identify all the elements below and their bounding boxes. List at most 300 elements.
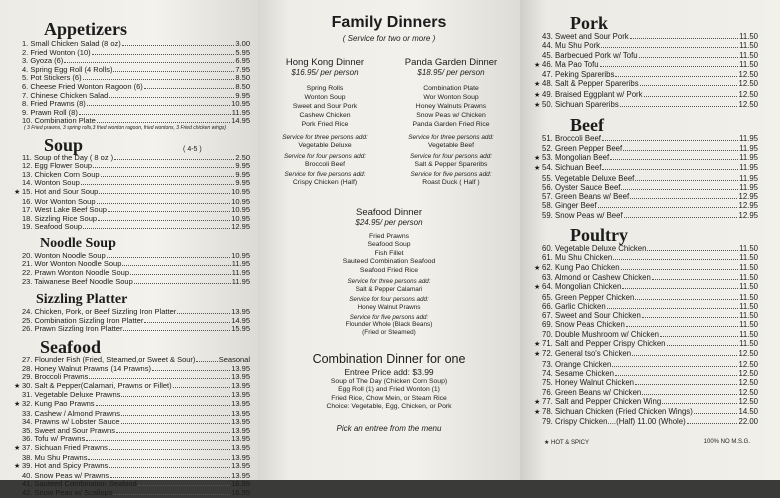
menu-item-name: 57. Green Beans w/ Beef [542, 192, 630, 202]
dot-leader [109, 467, 230, 468]
dot-leader [607, 308, 738, 309]
pg-add-five-item: Roast Duck ( Half ) [422, 179, 480, 186]
menu-item-price: 11.50 [739, 282, 758, 292]
dot-leader [694, 413, 738, 414]
dinner-item: Cashew Chicken [299, 112, 351, 119]
menu-item-name: 27. Flounder Fish (Fried, Steamed,or Sweet & Sour) [22, 355, 196, 365]
menu-item-price: 12.50 [738, 100, 758, 110]
sd-add-five-label: Service for five persons add: [349, 313, 429, 321]
dot-leader [107, 257, 231, 258]
appetizers-heading: Appetizers [44, 19, 127, 39]
sizzling-platter-heading: Sizzling Platter [36, 292, 128, 308]
menu-item-price: 12.50 [738, 359, 758, 369]
menu-item-price: 10.95 [231, 205, 250, 215]
hot-spicy-icon: ★ [14, 382, 21, 390]
menu-item-price: 3.00 [235, 39, 250, 48]
combination-dinner-price: Entree Price add: $3.99 [344, 367, 434, 377]
menu-item [534, 41, 758, 50]
menu-item-price: 11.95 [739, 152, 758, 162]
menu-item [534, 339, 758, 349]
menu-item-price: 12.50 [738, 70, 758, 80]
dot-leader [624, 217, 738, 218]
dot-leader [642, 317, 738, 318]
menu-item-name: 24. Chicken, Pork, or Beef Sizzling Iron Platter [22, 307, 177, 317]
pg-add-four-item: Salt & Pepper Spareribs [414, 160, 488, 168]
menu-item-price: 13.95 [231, 372, 250, 382]
menu-item-name: 48. Salt & Pepper Spareribs [542, 79, 639, 89]
menu-item [534, 369, 758, 378]
menu-item [534, 174, 758, 183]
dot-leader [640, 85, 738, 86]
menu-item-price: 6.95 [235, 56, 250, 66]
menu-item-price: 14.95 [231, 116, 250, 126]
dot-leader [602, 169, 738, 170]
dot-leader [88, 459, 230, 460]
dot-leader [113, 71, 234, 72]
menu-item-price: 13.95 [231, 408, 250, 418]
menu-item-price: 13.95 [231, 425, 250, 435]
dot-leader [621, 269, 738, 270]
menu-item-name: 20. Wonton Noodle Soup [22, 250, 106, 260]
dot-leader [600, 66, 738, 67]
menu-item-name: 16. Wor Wonton Soup [22, 196, 96, 206]
menu-item-name: 19. Seafood Soup [22, 222, 83, 232]
menu-item-name: 8. Fried Prawns (8) [22, 99, 86, 109]
menu-item-price: 11.95 [231, 276, 250, 286]
menu-item-name: 73. Orange Chicken [542, 359, 612, 369]
dot-leader [652, 279, 738, 280]
menu-item-price: 11.95 [739, 163, 758, 173]
menu-item [534, 349, 758, 359]
dinner-item: Fried Prawns [368, 233, 410, 240]
menu-item [534, 70, 758, 79]
menu-item-price: 12.50 [738, 378, 758, 388]
hot-spicy-icon: ★ [534, 154, 541, 162]
dinner-item: Snow Peas w/ Chicken [416, 112, 486, 119]
menu-item-name: 44. Mu Shu Pork [542, 41, 601, 51]
menu-item-name: 2. Fried Wonton (10) [22, 47, 91, 57]
dot-leader [615, 76, 737, 77]
pork-heading: Pork [570, 13, 608, 33]
hot-spicy-icon: ★ [534, 284, 541, 292]
menu-item-price: 13.95 [231, 417, 250, 427]
menu-item-name: 7. Chinese Chicken Salad [22, 90, 109, 100]
menu-item-name: 45. Barbecued Pork w/ Tofu [542, 50, 638, 60]
menu-item-price: 11.95 [739, 134, 758, 144]
seafood-dinner [258, 207, 520, 337]
menu-item [534, 153, 758, 163]
dot-leader [144, 88, 235, 89]
menu-item-price: 12.50 [738, 349, 758, 359]
menu-item-price: 13.95 [231, 461, 250, 471]
dot-leader [109, 97, 234, 98]
dot-leader [121, 396, 230, 397]
menu-item [534, 293, 758, 302]
menu-item [534, 253, 758, 262]
menu-item-price: 15.95 [231, 324, 250, 334]
dot-leader [123, 330, 230, 331]
pg-add-four-label: Service for four persons add: [409, 152, 493, 160]
hk-add-three-label: Service for three persons add: [282, 134, 368, 141]
menu-item-name: 18. Sizzling Rice Soup [22, 213, 98, 223]
menu-item-price: 11.50 [739, 301, 758, 311]
dot-leader [121, 423, 231, 424]
sd-add-three-item: Salt & Pepper Calamari [355, 285, 423, 293]
dinner-item: Fish Fillet [374, 249, 404, 257]
menu-item-name: 75. Honey Walnut Chicken [542, 378, 635, 388]
dot-leader [635, 384, 737, 385]
sd-add-five-item: Flounder Whole (Black Beans) [345, 321, 433, 329]
dot-leader [622, 288, 738, 289]
menu-item-price: 10.95 [231, 186, 250, 196]
seafood-dinner-price: $24.95/ per person [355, 218, 423, 227]
menu-item-price: 10.95 [231, 213, 250, 223]
hot-spicy-icon: ★ [534, 61, 541, 69]
menu-item [534, 263, 758, 273]
hot-spicy-icon: ★ [534, 264, 541, 272]
menu-footer [534, 439, 758, 446]
menu-item-name: 72. General tso's Chicken [542, 349, 632, 359]
menu-item [534, 330, 758, 339]
menu-item [534, 134, 758, 143]
panda-garden-dinner-price: $18.95/ per person [417, 68, 485, 77]
dot-leader [152, 370, 230, 371]
menu-item-price: 13.95 [231, 452, 250, 462]
pg-add-three-item: Vegetable Beef [427, 142, 475, 149]
dinner-item: Combination Plate [423, 85, 479, 92]
panda-garden-dinner [388, 57, 514, 188]
dot-leader [173, 387, 231, 388]
sd-add-five-item-note: (Fried or Steamed) [362, 329, 416, 337]
dot-leader [81, 184, 235, 185]
menu-item-name: 11. Soup of the Day ( 8 oz ) [22, 152, 114, 162]
menu-item-name: 13. Chicken Corn Soup [22, 169, 100, 179]
menu-item-name: 56. Oyster Sauce Beef [542, 182, 621, 192]
noodle-soup-heading: Noodle Soup [40, 235, 116, 251]
menu-item-name: 35. Sweet and Sour Prawns [22, 425, 115, 435]
menu-item-price: 8.50 [235, 73, 250, 83]
menu-item-name: 3. Gyoza (6) [22, 56, 64, 66]
dot-leader [93, 167, 234, 168]
menu-item [534, 273, 758, 282]
menu-item [534, 144, 758, 153]
menu-item-price: 12.50 [738, 387, 758, 397]
seafood-dinner-items [258, 233, 520, 275]
dot-leader [620, 106, 738, 107]
menu-item [534, 79, 758, 89]
dot-leader [610, 159, 738, 160]
menu-item-name: 60. Vegetable Deluxe Chicken [542, 244, 647, 254]
menu-item-name: 9. Prawn Roll (8) [22, 107, 78, 117]
menu-item-price: 13.95 [231, 434, 250, 444]
menu-item-name: 26. Prawn Sizzling Iron Platter [22, 324, 123, 334]
menu-item-price: 11.50 [739, 32, 758, 41]
dot-leader [99, 193, 230, 194]
menu-item-name: 49. Braised Eggplant w/ Pork [542, 89, 643, 99]
menu-item-name: 10. Combination Plate [22, 116, 96, 126]
menu-item-price: 12.50 [738, 89, 758, 99]
menu-item-price: 9.95 [235, 161, 250, 171]
dinner-item: Wor Wonton Soup [423, 94, 479, 101]
menu-item-price: 11.50 [739, 339, 758, 349]
menu-item-price: 22.00 [738, 417, 758, 427]
hot-spicy-icon: ★ [14, 444, 21, 452]
menu-item-price: 11.95 [231, 268, 250, 278]
dot-leader [138, 485, 231, 486]
dot-leader [116, 432, 230, 433]
menu-item [534, 388, 758, 397]
menu-item-price: 11.50 [739, 244, 758, 254]
menu-item-name: 67. Sweet and Sour Chicken [542, 311, 641, 321]
menu-item-name: 47. Peking Spareribs [542, 70, 615, 80]
menu-item-name: 30. Salt & Pepper(Calamari, Prawns or Fillet) [22, 380, 172, 390]
dot-leader [64, 62, 234, 63]
dot-leader [662, 403, 737, 404]
menu-item-price: 11.50 [739, 320, 758, 330]
menu-item-name: 32. Kung Pao Prawns [22, 399, 95, 408]
pork-list [534, 32, 758, 110]
menu-item-name: 54. Sichuan Beef [542, 163, 602, 173]
panda-garden-dinner-items [388, 84, 514, 129]
menu-item-price: 13.95 [231, 380, 250, 390]
menu-item-name: 5. Pot Stickers (6) [22, 73, 82, 83]
panda-garden-dinner-title: Panda Garden Dinner [404, 57, 498, 68]
menu-item-price: 13.95 [231, 442, 250, 452]
right-menu-panel [520, 0, 780, 480]
dot-leader [639, 57, 738, 58]
dot-leader [83, 228, 230, 229]
dot-leader [108, 211, 230, 212]
hot-spicy-icon: ★ [534, 91, 541, 99]
dinner-item: Fried Rice, Chow Mein, or Steam Rice [331, 394, 447, 402]
menu-item-price: 12.95 [738, 192, 758, 202]
poultry-heading: Poultry [570, 225, 628, 246]
menu-item-name: 1. Small Chicken Salad (8 oz) [22, 39, 121, 48]
menu-item [14, 489, 250, 498]
menu-item-price: 13.95 [231, 390, 250, 400]
menu-item-name: 77. Salt and Pepper Chicken Wing [542, 396, 662, 406]
hot-spicy-icon: ★ [534, 351, 541, 359]
dinner-item: Spring Rolls [306, 85, 344, 92]
menu-item-name: 15. Hot and Sour Soup [22, 186, 99, 196]
hot-spicy-icon: ★ [534, 81, 541, 89]
no-msg-note: 100% NO M.S.G. [703, 438, 750, 445]
menu-item-name: 40. Snow Peas w/ Prawns [22, 470, 110, 480]
hk-add-three-item: Vegetable Deluxe [298, 142, 352, 149]
menu-item-name: 17. West Lake Beef Soup [22, 205, 107, 215]
dot-leader [615, 375, 738, 376]
menu-item [534, 302, 758, 311]
dot-leader [632, 355, 737, 356]
menu-item-name: 65. Green Pepper Chicken [542, 292, 635, 302]
dot-leader [667, 345, 739, 346]
menu-item-name: 6. Cheese Fried Wonton Ragoon (6) [22, 81, 143, 91]
sd-add-four-item: Honey Walnut Prawns [357, 303, 421, 311]
menu-item-price: 7.95 [235, 64, 250, 74]
menu-item [534, 360, 758, 369]
menu-item-price: 10.95 [231, 196, 250, 206]
menu-item-price: 11.50 [739, 50, 758, 60]
menu-item-price: Seasonal [218, 355, 250, 365]
menu-item-price: 11.50 [739, 262, 758, 272]
hong-kong-dinner-items [266, 84, 384, 129]
soup-heading: Soup [44, 134, 84, 155]
menu-item-price: 11.95 [231, 107, 250, 117]
menu-item-name: 4. Spring Egg Roll (4 Rolls) [22, 64, 113, 74]
menu-item-price: 11.95 [739, 182, 758, 192]
dinner-item: Seafood Soup [367, 241, 411, 249]
dinner-item: Panda Garden Fried Rice [412, 121, 490, 128]
combination-dinner [258, 352, 520, 433]
menu-item-name: 66. Garlic Chicken [542, 301, 606, 311]
hong-kong-dinner-price: $16.95/ per person [291, 68, 359, 77]
beef-heading: Beef [570, 115, 604, 136]
seafood-heading: Seafood [40, 337, 102, 358]
dot-leader [687, 423, 738, 424]
dot-leader [644, 96, 738, 97]
menu-item [14, 223, 250, 232]
menu-item-name: 34. Prawns w/ Lobster Sauce [22, 417, 120, 427]
menu-item-name: 12. Egg Flower Soup [22, 161, 93, 171]
menu-item-price: 5.95 [235, 47, 250, 57]
menu-item [534, 183, 758, 192]
menu-item-name: 41. Sauteed Combination Seafood [22, 479, 137, 489]
menu-item-name: 78. Sichuan Chicken (Fried Chicken Wings) [542, 407, 693, 417]
family-dinners-heading: Family Dinners [331, 14, 447, 31]
dot-leader [89, 378, 230, 379]
menu-item-price: 10.95 [231, 99, 250, 109]
menu-item-name: 79. Crispy Chicken....(Half) 11.00 (Whole) [542, 417, 686, 427]
combination-dinner-lines [258, 378, 520, 412]
dinner-item: Pork Fried Rice [301, 121, 349, 128]
menu-item-name: 42. Snow Peas w/ Scallops [22, 487, 113, 497]
dinner-item: Sweet and Sour Pork [292, 103, 358, 110]
noodle-soup-list [14, 252, 250, 286]
dot-leader [79, 114, 231, 115]
dot-leader [647, 250, 738, 251]
family-dinners-subtitle: ( Service for two or more ) [342, 34, 436, 43]
dot-leader [630, 38, 738, 39]
dot-leader [630, 198, 737, 199]
dot-leader [114, 159, 234, 160]
menu-item-name: 51. Broccoli Beef [542, 134, 601, 144]
menu-item-price: 14.95 [231, 315, 250, 325]
menu-item-price: 11.95 [231, 259, 250, 269]
menu-item-name: 23. Taiwanese Beef Noodle Soup [22, 276, 133, 286]
menu-item [534, 51, 758, 60]
dot-leader [113, 494, 230, 495]
menu-item-name: 63. Almond or Cashew Chicken [542, 272, 651, 282]
menu-item [534, 32, 758, 41]
menu-item [534, 378, 758, 387]
hot-spicy-icon: ★ [14, 401, 21, 408]
menu-item-name: 21. Wor Wonton Noodle Soup [22, 259, 122, 269]
dot-leader [92, 54, 235, 55]
menu-item-price: 13.95 [231, 470, 250, 480]
menu-item [534, 282, 758, 292]
hot-spicy-icon: ★ [534, 341, 541, 349]
seafood-dinner-title: Seafood Dinner [355, 207, 423, 218]
dinner-item: Wonton Soup [304, 94, 346, 101]
menu-item [534, 244, 758, 253]
dinner-item: Honey Walnuts Prawns [415, 103, 487, 110]
hk-add-five-label: Service for five persons add: [284, 171, 366, 178]
dot-leader [626, 326, 738, 327]
menu-item-name: 36. Tofu w/ Prawns [22, 434, 86, 444]
dot-leader [97, 203, 231, 204]
menu-item [14, 278, 250, 287]
menu-item-price: 16.95 [231, 487, 250, 497]
dinner-item: Egg Roll (1) and Fried Wonton (1) [338, 386, 440, 394]
dot-leader [635, 180, 738, 181]
dot-leader [635, 299, 738, 300]
menu-item [534, 397, 758, 407]
menu-item-price: 12.95 [738, 201, 758, 211]
menu-item-name: 43. Sweet and Sour Pork [542, 32, 629, 41]
hot-spicy-icon: ★ [534, 102, 541, 110]
menu-item-price: 8.50 [235, 81, 250, 91]
menu-item-name: 38. Mu Shu Prawns [22, 452, 88, 462]
pg-add-three-label: Service for three persons add: [408, 134, 494, 141]
menu-item-name: 62. Kung Pao Chicken [542, 262, 620, 272]
dot-leader [122, 265, 230, 266]
dot-leader [98, 220, 230, 221]
menu-item [534, 407, 758, 417]
middle-menu-panel [258, 0, 520, 480]
menu-item-name: 52. Green Pepper Beef [542, 143, 623, 153]
dot-leader [613, 259, 738, 260]
menu-item-price: 12.50 [738, 79, 758, 89]
pick-entree-note: Pick an entree from the menu [336, 423, 442, 433]
menu-item-price: 11.95 [739, 143, 758, 153]
dot-leader [602, 140, 738, 141]
menu-item [534, 417, 758, 426]
menu-item [534, 311, 758, 320]
dot-leader [110, 477, 230, 478]
menu-item [534, 90, 758, 100]
menu-item-price: 14.50 [738, 407, 758, 417]
menu-item [534, 163, 758, 173]
menu-item-price: 2.50 [235, 152, 250, 162]
beef-list [534, 134, 758, 220]
menu-item-name: 39. Hot and Spicy Prawns [22, 461, 109, 471]
menu-item-name: 50. Sichuan Spareribs [542, 100, 619, 110]
hong-kong-dinner [266, 57, 384, 188]
dot-leader [177, 313, 230, 314]
menu-item-name: 25. Combination Sizzling Iron Platter [22, 315, 144, 325]
menu-item-price: 11.50 [739, 311, 758, 321]
dot-leader [96, 405, 231, 406]
menu-item [534, 201, 758, 210]
soup-serving-note: ( 4-5 ) [183, 145, 202, 153]
hot-spicy-icon: ★ [14, 188, 21, 196]
menu-item-name: 37. Sichuan Fried Prawns [22, 442, 108, 452]
menu-item-price: 13.95 [231, 363, 250, 373]
dot-leader [86, 440, 230, 441]
menu-item-price: 12.95 [231, 222, 250, 232]
menu-item-price: 13.95 [231, 399, 250, 408]
menu-item [534, 320, 758, 329]
sd-add-four-label: Service for four persons add: [349, 295, 429, 303]
left-menu-panel [0, 0, 258, 497]
sizzling-platter-list [14, 308, 250, 334]
menu-item-price: 11.50 [739, 41, 758, 51]
sd-add-three-label: Service for three persons add: [347, 278, 431, 286]
menu-item-name: 70. Double Mushroom w/ Chicken [542, 329, 660, 339]
dinner-item: Seafood Fried Rice [359, 266, 419, 274]
menu-item-name: 59. Snow Peas w/ Beef [542, 210, 623, 220]
dot-leader [601, 47, 738, 48]
